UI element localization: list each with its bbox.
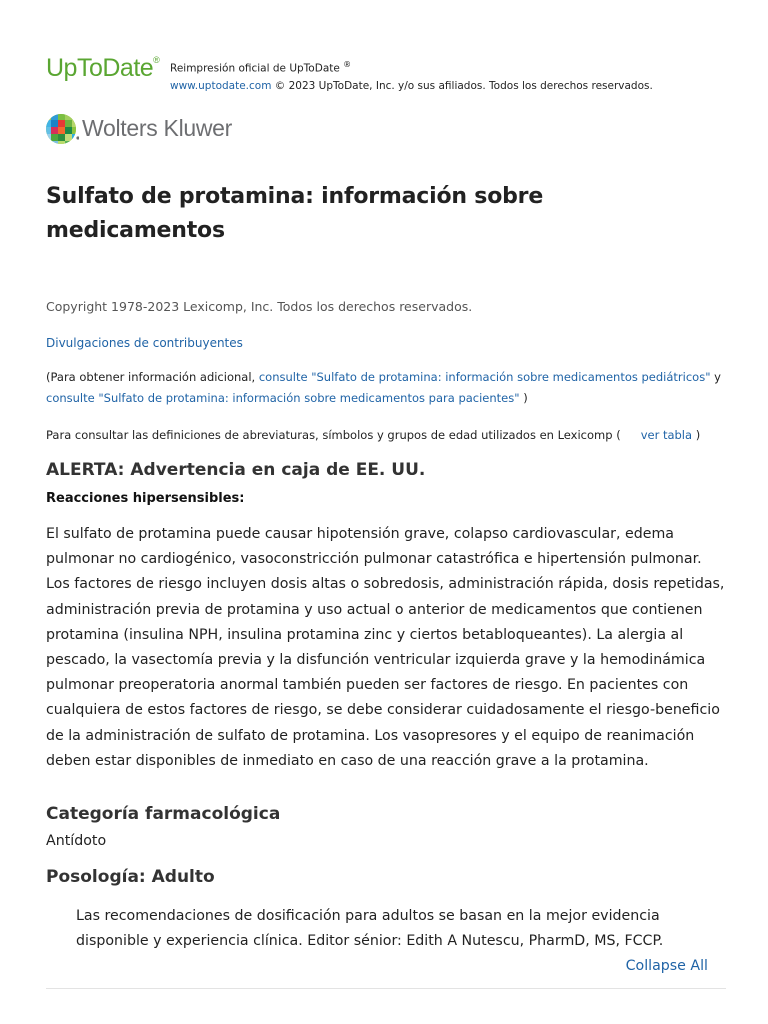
uptodate-site-link[interactable]: www.uptodate.com: [170, 79, 272, 92]
header: [46, 52, 746, 92]
abbreviations-note: [46, 428, 726, 442]
page-title: Sulfato de protamina: información sobre medicamentos: [46, 184, 544, 243]
section-divider: [46, 988, 726, 989]
pediatric-info-link[interactable]: consulte "Sulfato de protamina: información sobre medicamentos pediátricos": [258, 370, 711, 384]
pharmacologic-category-value: Antídoto: [46, 833, 107, 850]
adult-dosage-text: Las recomendaciones de dosificación para adultos se basan en la mejor evidencia disponible y experiencia clínica. Editor sénior: Edith A Nutescu, PharmD, MS, FCCP.: [76, 908, 664, 950]
contributor-disclosures-link[interactable]: Divulgaciones de contribuyentes: [46, 336, 243, 350]
abbrev-suffix: ): [692, 428, 701, 442]
boxed-warning-text: El sulfato de protamina puede causar hipotensión grave, colapso cardiovascular, edema pulmonar no cardiogénico, vasoconstricción pulmonar catastrófica e hipertensión pulmonar. Los factores de riesgo incluyen dosis altas o sobredosis, administración rápida, dosis repetidas, administración previa de protamina y uso actual o anterior de medicamentos que contienen protamina (insulina NPH, insulina protamina zinc y ciertos betabloqueantes). La alergia al pescado, la vasectomía previa y la disfunción ventricular izquierda grave y la hemodinámica pulmonar preoperatoria anormal también pueden ser factores de riesgo. En pacientes con cualquiera de estos factores de riesgo, se debe considerar cuidadosamente el riesgo-beneficio de la administración de sulfato de protamina. Los vasopresores y el equipo de reanimación deben estar disponibles de inmediato en caso de una reacción grave a la protamina.: [46, 526, 725, 769]
view-table-link[interactable]: ver tabla: [640, 428, 693, 442]
reprint-notice: [170, 56, 653, 95]
reprint-text: Reimpresión oficial de UpToDate: [170, 62, 340, 75]
hypersensitivity-subheading: Reacciones hipersensibles:: [46, 491, 245, 506]
patient-info-link[interactable]: consulte "Sulfato de protamina: información sobre medicamentos para pacientes": [46, 391, 520, 405]
addinfo-prefix: (Para obtener información adicional,: [46, 370, 259, 384]
rights-text: © 2023 UpToDate, Inc. y/o sus afiliados. Todos los derechos reservados.: [271, 79, 653, 92]
logo-registered-mark: ®: [153, 54, 160, 65]
uptodate-logo-text: UpToDate: [46, 54, 154, 82]
wolters-kluwer-globe-icon: [45, 113, 79, 147]
article-content: [46, 180, 726, 954]
addinfo-mid: y: [710, 370, 721, 384]
additional-info: [46, 367, 726, 409]
adult-dosage-heading: Posología: Adulto: [46, 867, 215, 888]
collapse-all-button[interactable]: Collapse All: [625, 958, 708, 974]
boxed-warning-heading: ALERTA: Advertencia en caja de EE. UU.: [46, 460, 426, 480]
addinfo-suffix: ): [519, 391, 528, 405]
wolters-kluwer-logo: [45, 113, 285, 147]
wolters-kluwer-name: Wolters Kluwer: [82, 115, 233, 141]
copyright-notice: Copyright 1978-2023 Lexicomp, Inc. Todos los derechos reservados.: [46, 299, 473, 314]
abbrev-text: Para consultar las definiciones de abreviaturas, símbolos y grupos de edad utilizados en Lexicomp (: [46, 428, 621, 442]
pharmacologic-category-heading: Categoría farmacológica: [46, 804, 281, 825]
uptodate-logo[interactable]: [46, 54, 159, 83]
reprint-registered-mark: ®: [343, 60, 352, 69]
